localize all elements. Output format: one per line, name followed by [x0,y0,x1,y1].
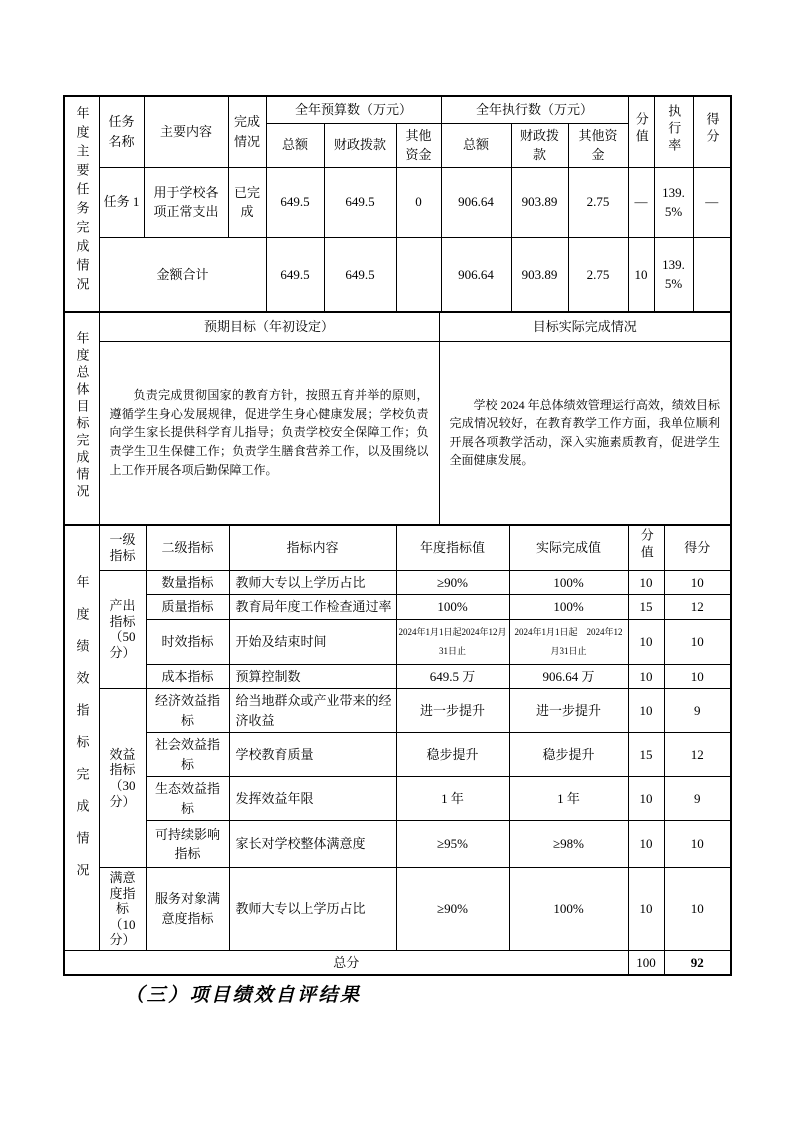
goals-section-table [63,311,732,526]
economic-target: 进一步提升 [396,689,509,733]
group-output-indicators: 产出指标（50分） [99,570,146,689]
satisfaction-score: 10 [664,868,731,951]
timeliness-actual: 2024年1月1日起 2024年12月31日止 [509,619,628,664]
task1-exec-other: 2.75 [568,167,628,237]
quantity-actual: 100% [509,570,628,595]
task1-budget-fiscal: 649.5 [324,167,396,237]
sum-budget-total: 649.5 [266,237,324,312]
header-indicator-points-text: 分值 [638,528,654,562]
task1-exec-fiscal: 903.89 [511,167,568,237]
section-label-indicators-text: 年度绩效指标完成情况 [74,575,90,896]
quality-content: 教育局年度工作检查通过率 [229,595,396,620]
header-indicator-content: 指标内容 [229,525,396,570]
satisfaction-target: ≥90% [396,868,509,951]
indicator-row-timeliness [64,619,731,664]
indicator-row-satisfaction [64,868,731,951]
quality-target: 100% [396,595,509,620]
satisfaction-level2: 服务对象满意度指标 [146,868,229,951]
timeliness-score: 10 [664,619,731,664]
quality-score: 12 [664,595,731,620]
sustainability-level2: 可持续影响指标 [146,821,229,868]
total-points: 100 [628,950,664,975]
task1-exec-rate: 139.5% [654,167,693,237]
expected-goal-text: 负责完成贯彻国家的教育方针，按照五育并举的原则，遵循学生身心发展规律，促进学生身心健康发展；学校负责向学生家长提供科学育儿指导；负责学校安全保障工作；负责学生卫生保健工作；负责学生膳食营养工作，以及围绕以上工作开展各项后勤保障工作。 [109,388,429,477]
total-score-label: 总分 [64,950,628,975]
quality-actual: 100% [509,595,628,620]
cost-level2: 成本指标 [146,664,229,689]
social-level2: 社会效益指标 [146,733,229,777]
header-actual-goal: 目标实际完成情况 [439,312,731,341]
task1-exec-total: 906.64 [441,167,511,237]
social-actual: 稳步提升 [509,733,628,777]
task1-score: — [693,167,731,237]
sustainability-score: 10 [664,821,731,868]
task1-budget-total: 649.5 [266,167,324,237]
quantity-level2: 数量指标 [146,570,229,595]
quantity-points: 10 [628,570,664,595]
header-budget-other: 其他资金 [396,123,441,167]
indicator-row-quality [64,595,731,620]
sustainability-content: 家长对学校整体满意度 [229,821,396,868]
header-task-name: 任务名称 [99,96,144,167]
sum-points: 10 [628,237,654,312]
social-target: 稳步提升 [396,733,509,777]
sum-exec-other: 2.75 [568,237,628,312]
header-target-value: 年度指标值 [396,525,509,570]
header-points [628,96,654,167]
sustainability-target: ≥95% [396,821,509,868]
group-benefit-indicators: 效益指标（30分） [99,689,146,868]
header-points-text: 分值 [633,112,649,146]
header-expected-goal: 预期目标（年初设定） [99,312,439,341]
satisfaction-actual: 100% [509,868,628,951]
timeliness-level2: 时效指标 [146,619,229,664]
sum-score [693,237,731,312]
cost-target: 649.5 万 [396,664,509,689]
indicator-row-economic [64,689,731,733]
header-exec-total: 总额 [441,123,511,167]
total-score: 92 [664,950,731,975]
ecological-content: 发挥效益年限 [229,777,396,821]
timeliness-points: 10 [628,619,664,664]
indicator-row-quantity [64,570,731,595]
task1-points: — [628,167,654,237]
tasks-section-table [63,95,732,313]
section-label-indicators [64,525,99,950]
indicator-row-cost [64,664,731,689]
sum-exec-total: 906.64 [441,237,511,312]
header-exec-other: 其他资金 [568,123,628,167]
actual-goal-text: 学校 2024 年总体绩效管理运行高效，绩效目标完成情况较好，在教育教学工作方面，我单位顺利开展各项教学活动，深入实施素质教育，促进学生全面健康发展。 [449,397,720,468]
ecological-points: 10 [628,777,664,821]
section-heading: （三）项目绩效自评结果 [125,985,362,1006]
task1-content: 用于学校各项正常支出 [144,167,228,237]
header-budget-fiscal: 财政拨款 [324,123,396,167]
economic-level2: 经济效益指标 [146,689,229,733]
header-budget-group: 全年预算数（万元） [266,96,441,123]
social-score: 12 [664,733,731,777]
section-label-goals [64,312,99,525]
header-completion: 完成情况 [228,96,266,167]
sum-exec-rate: 139.5% [654,237,693,312]
header-score-text: 得分 [704,112,720,146]
quality-points: 15 [628,595,664,620]
economic-points: 10 [628,689,664,733]
evaluation-table [63,95,730,976]
header-exec-group: 全年执行数（万元） [441,96,628,123]
indicator-row-social [64,733,731,777]
ecological-score: 9 [664,777,731,821]
cost-content: 预算控制数 [229,664,396,689]
ecological-level2: 生态效益指标 [146,777,229,821]
social-content: 学校教育质量 [229,733,396,777]
header-exec-rate-text: 执行率 [666,103,682,155]
quality-level2: 质量指标 [146,595,229,620]
indicators-section-table [63,524,732,976]
timeliness-content: 开始及结束时间 [229,619,396,664]
social-points: 15 [628,733,664,777]
cost-score: 10 [664,664,731,689]
indicator-row-sustainability [64,821,731,868]
economic-score: 9 [664,689,731,733]
header-actual-value: 实际完成值 [509,525,628,570]
section-label-tasks-text: 年度主要任务完成情况 [74,106,90,297]
satisfaction-content: 教师大专以上学历占比 [229,868,396,951]
quantity-score: 10 [664,570,731,595]
header-exec-fiscal: 财政拨款 [511,123,568,167]
ecological-target: 1 年 [396,777,509,821]
total-score-row [64,950,731,975]
quantity-target: ≥90% [396,570,509,595]
actual-goal-cell [439,341,731,525]
task1-budget-other: 0 [396,167,441,237]
economic-actual: 进一步提升 [509,689,628,733]
sum-label: 金额合计 [99,237,266,312]
quantity-content: 教师大专以上学历占比 [229,570,396,595]
cost-points: 10 [628,664,664,689]
header-level2: 二级指标 [146,525,229,570]
header-indicator-points [628,525,664,570]
header-score [693,96,731,167]
task1-name: 任务 1 [99,167,144,237]
ecological-actual: 1 年 [509,777,628,821]
header-level1: 一级指标 [99,525,146,570]
section-label-tasks [64,96,99,312]
sum-exec-fiscal: 903.89 [511,237,568,312]
sum-budget-other [396,237,441,312]
economic-content: 给当地群众或产业带来的经济收益 [229,689,396,733]
header-indicator-score: 得分 [664,525,731,570]
sum-budget-fiscal: 649.5 [324,237,396,312]
section-label-goals-text: 年度总体目标完成情况 [74,330,90,501]
sustainability-points: 10 [628,821,664,868]
cost-actual: 906.64 万 [509,664,628,689]
expected-goal-cell [99,341,439,525]
header-budget-total: 总额 [266,123,324,167]
satisfaction-points: 10 [628,868,664,951]
timeliness-target: 2024年1月1日起2024年12月31日止 [396,619,509,664]
task1-completion: 已完成 [228,167,266,237]
indicator-row-ecological [64,777,731,821]
group-satisfaction-indicators: 满意度指标（10分） [99,868,146,951]
sustainability-actual: ≥98% [509,821,628,868]
header-main-content: 主要内容 [144,96,228,167]
header-exec-rate [654,96,693,167]
